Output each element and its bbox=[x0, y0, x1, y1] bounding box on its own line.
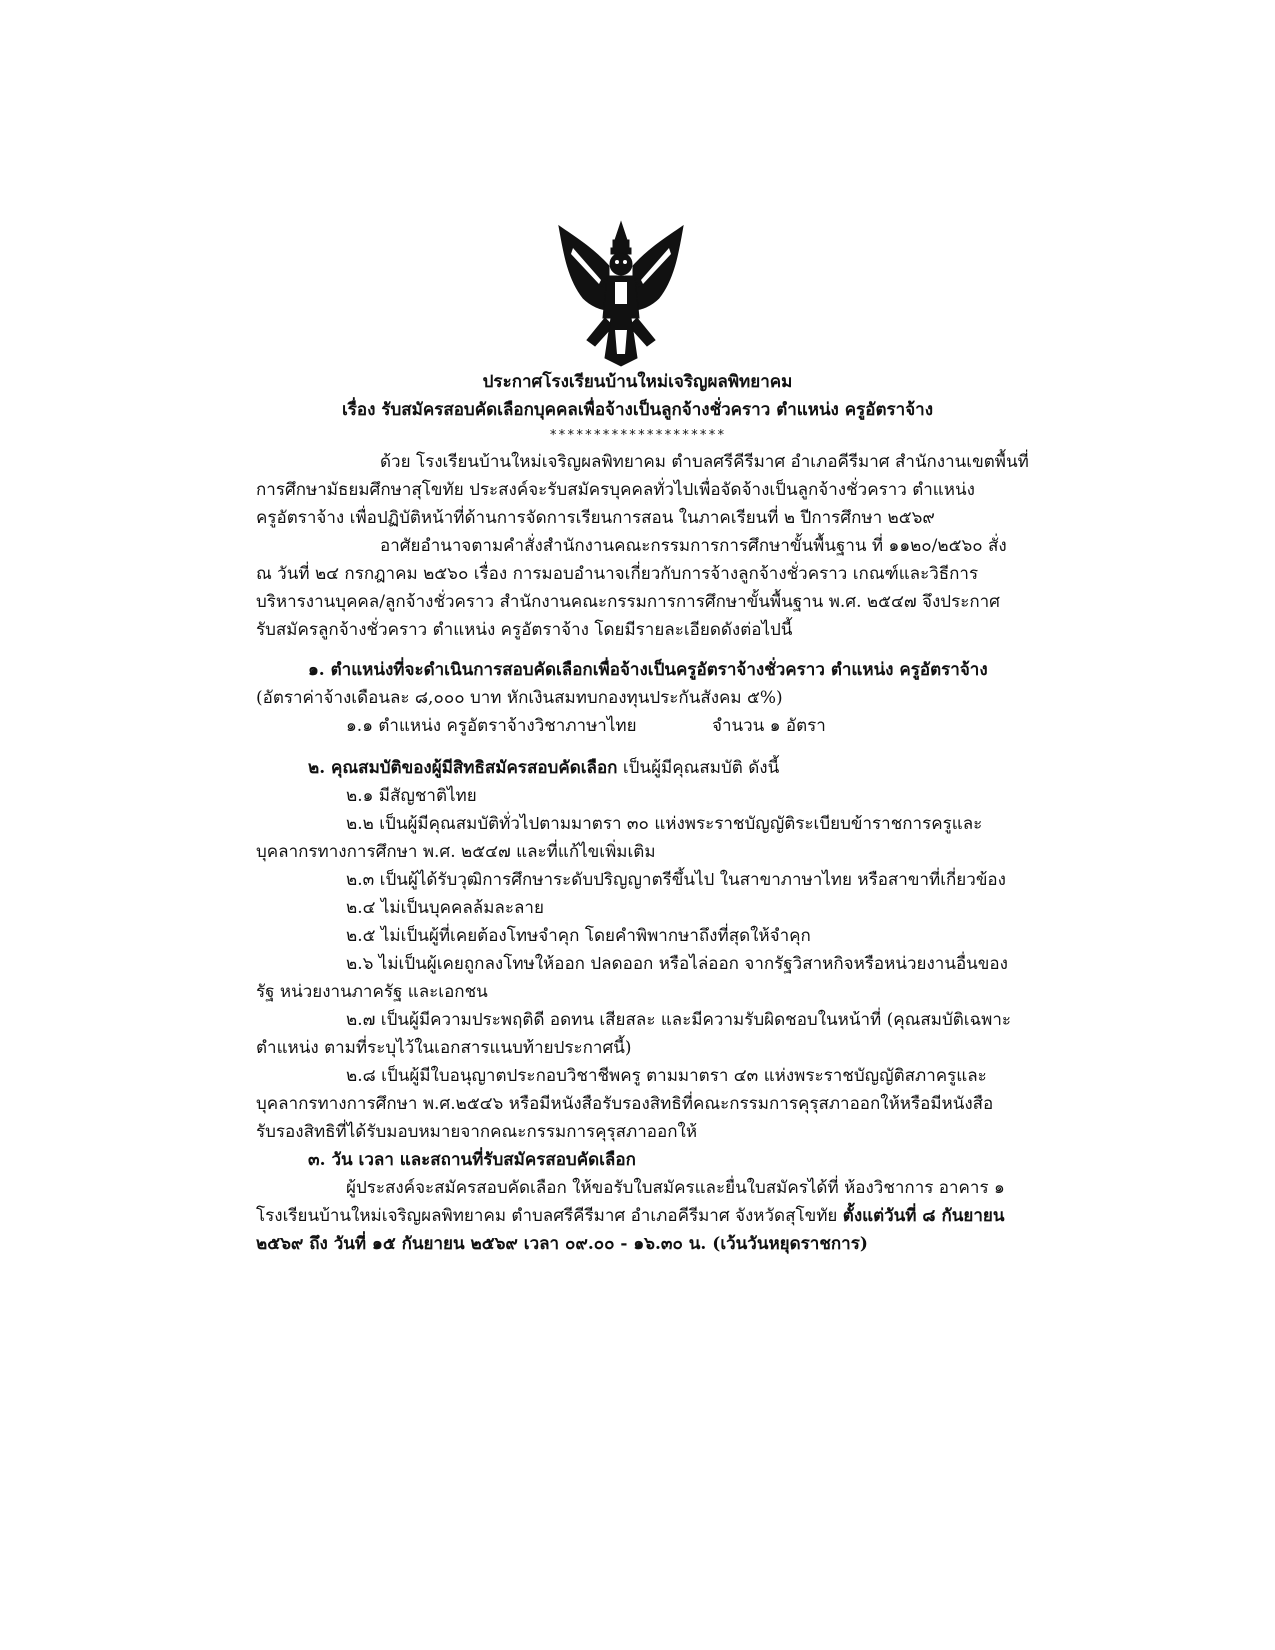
document-subject: เรื่อง รับสมัครสอบคัดเลือกบุคคลเพื่อจ้างเป็นลูกจ้างชั่วคราว ตำแหน่ง ครูอัตราจ้าง bbox=[341, 400, 934, 420]
intro-p1-line3: ครูอัตราจ้าง เพื่อปฏิบัติหน้าที่ด้านการจัดการเรียนการสอน ในภาคเรียนที่ ๒ ปีการศึกษา ๒๕๖๙ bbox=[256, 508, 935, 528]
section3-line2-normal: โรงเรียนบ้านใหม่เจริญผลพิทยาคม ตำบลศรีคีรีมาศ อำเภอคีรีมาศ จังหวัดสุโขทัย bbox=[256, 1206, 843, 1226]
garuda-emblem-icon bbox=[553, 218, 689, 368]
section2-item-5: ๒.๕ ไม่เป็นผู้ที่เคยต้องโทษจำคุก โดยคำพิพากษาถึงที่สุดให้จำคุก bbox=[346, 926, 811, 946]
section2-item-7-line2: ตำแหน่ง ตามที่ระบุไว้ในเอกสารแนบท้ายประกาศนี้) bbox=[256, 1038, 632, 1058]
section2-item-6-line1: ๒.๖ ไม่เป็นผู้เคยถูกลงโทษให้ออก ปลดออก หรือไล่ออก จากรัฐวิสาหกิจหรือหน่วยงานอื่นของ bbox=[346, 954, 1008, 974]
intro-p2-line1: อาศัยอำนาจตามคำสั่งสำนักงานคณะกรรมการการศึกษาขั้นพื้นฐาน ที่ ๑๑๒๐/๒๕๖๐ สั่ง bbox=[380, 536, 1007, 556]
separator: ******************** bbox=[549, 428, 726, 443]
section1-rate: (อัตราค่าจ้างเดือนละ ๘,๐๐๐ บาท หักเงินสมทบกองทุนประกันสังคม ๕%) bbox=[256, 688, 783, 708]
section2-item-2-line1: ๒.๒ เป็นผู้มีคุณสมบัติทั่วไปตามมาตรา ๓๐ แห่งพระราชบัญญัติระเบียบข้าราชการครูและ bbox=[346, 814, 983, 834]
intro-p2-line3: บริหารงานบุคคล/ลูกจ้างชั่วคราว สำนักงานคณะกรรมการการศึกษาขั้นพื้นฐาน พ.ศ. ๒๕๔๗ จึงประกาศ bbox=[256, 592, 1000, 612]
section2-item-7-line1: ๒.๗ เป็นผู้มีความประพฤติดี อดทน เสียสละ และมีความรับผิดชอบในหน้าที่ (คุณสมบัติเฉพาะ bbox=[346, 1010, 1012, 1030]
section3-line1: ผู้ประสงค์จะสมัครสอบคัดเลือก ให้ขอรับใบสมัครและยื่นใบสมัครได้ที่ ห้องวิชาการ อาคาร ๑ bbox=[346, 1178, 1005, 1198]
section1-item-label: ๑.๑ ตำแหน่ง ครูอัตราจ้างวิชาภาษาไทย bbox=[346, 716, 637, 736]
section2-item-6-line2: รัฐ หน่วยงานภาครัฐ และเอกชน bbox=[256, 982, 488, 1002]
section2-item-8-line2: บุคลากรทางการศึกษา พ.ศ.๒๕๔๖ หรือมีหนังสือรับรองสิทธิที่คณะกรรมการคุรุสภาออกให้หรือมีหนังสือ bbox=[256, 1094, 994, 1114]
section2-item-1: ๒.๑ มีสัญชาติไทย bbox=[346, 786, 477, 806]
section3-line3: ๒๕๖๙ ถึง วันที่ ๑๕ กันยายน ๒๕๖๙ เวลา ๐๙.๐๐ - ๑๖.๓๐ น. (เว้นวันหยุดราชการ) bbox=[256, 1234, 868, 1254]
section1-heading: ๑. ตำแหน่งที่จะดำเนินการสอบคัดเลือกเพื่อจ้างเป็นครูอัตราจ้างชั่วคราว ตำแหน่ง ครูอัตราจ้าง bbox=[308, 660, 988, 680]
section2-item-8-line1: ๒.๘ เป็นผู้มีใบอนุญาตประกอบวิชาชีพครู ตามมาตรา ๔๓ แห่งพระราชบัญญัติสภาครูและ bbox=[346, 1066, 987, 1086]
section2-heading bbox=[308, 757, 779, 779]
section2-heading-rest: เป็นผู้มีคุณสมบัติ ดังนี้ bbox=[617, 758, 780, 778]
section2-item-3: ๒.๓ เป็นผู้ได้รับวุฒิการศึกษาระดับปริญญาตรีขึ้นไป ในสาขาภาษาไทย หรือสาขาที่เกี่ยวข้อง bbox=[346, 870, 1006, 890]
document-title: ประกาศโรงเรียนบ้านใหม่เจริญผลพิทยาคม bbox=[482, 372, 793, 392]
section2-item-4: ๒.๔ ไม่เป็นบุคคลล้มละลาย bbox=[346, 898, 544, 918]
section1-item-count: จำนวน ๑ อัตรา bbox=[712, 716, 826, 736]
section3-line2 bbox=[256, 1205, 1004, 1227]
intro-p2-line2: ณ วันที่ ๒๔ กรกฎาคม ๒๕๖๐ เรื่อง การมอบอำนาจเกี่ยวกับการจ้างลูกจ้างชั่วคราว เกณฑ์และวิธีการ bbox=[256, 564, 979, 584]
section3-heading: ๓. วัน เวลา และสถานที่รับสมัครสอบคัดเลือก bbox=[308, 1150, 636, 1170]
intro-p1-line1: ด้วย โรงเรียนบ้านใหม่เจริญผลพิทยาคม ตำบลศรีคีรีมาศ อำเภอคีรีมาศ สำนักงานเขตพื้นที่ bbox=[380, 452, 1029, 472]
intro-p1-line2: การศึกษามัธยมศึกษาสุโขทัย ประสงค์จะรับสมัครบุคคลทั่วไปเพื่อจัดจ้างเป็นลูกจ้างชั่วคราว ตำแหน่ง bbox=[256, 480, 975, 500]
intro-p2-line4: รับสมัครลูกจ้างชั่วคราว ตำแหน่ง ครูอัตราจ้าง โดยมีรายละเอียดดังต่อไปนี้ bbox=[256, 620, 793, 640]
section2-item-8-line3: รับรองสิทธิที่ได้รับมอบหมายจากคณะกรรมการคุรุสภาออกให้ bbox=[256, 1122, 698, 1142]
section3-line2-bold: ตั้งแต่วันที่ ๘ กันยายน bbox=[842, 1206, 1005, 1226]
section2-heading-bold: ๒. คุณสมบัติของผู้มีสิทธิสมัครสอบคัดเลือก bbox=[308, 758, 618, 778]
section2-item-2-line2: บุคลากรทางการศึกษา พ.ศ. ๒๕๔๗ และที่แก้ไขเพิ่มเติม bbox=[256, 842, 656, 862]
